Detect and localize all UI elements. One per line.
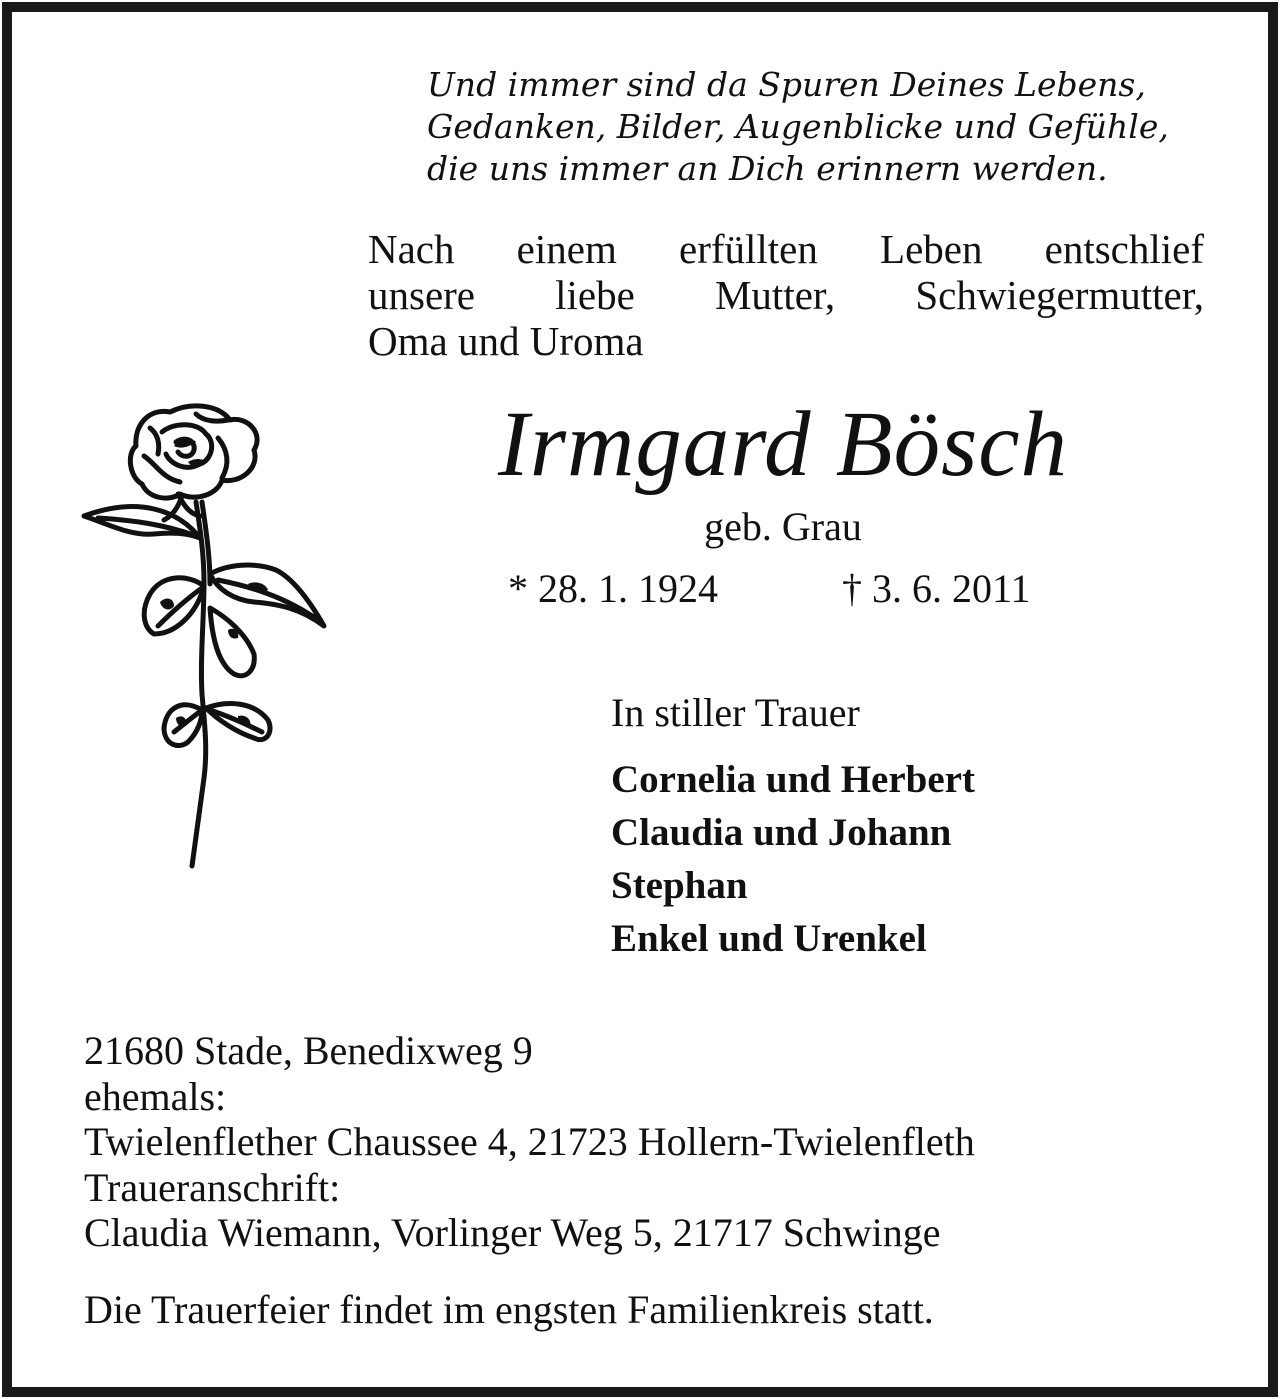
poem-line: Gedanken, Bilder, Augenblicke und Gefühle, <box>427 107 1169 146</box>
maiden-name: geb. Grau <box>704 504 862 549</box>
rose-icon <box>78 398 330 873</box>
mourner-name: Stephan <box>611 864 748 907</box>
mourning-heading: In stiller Trauer <box>611 690 860 735</box>
current-address: 21680 Stade, Benedixweg 9 <box>84 1028 533 1073</box>
mourner-name: Enkel und Urenkel <box>611 917 927 960</box>
mourners-list <box>611 753 975 965</box>
address-block <box>84 1028 975 1255</box>
intro-text <box>368 226 1204 364</box>
intro-line: unsere liebe Mutter, Schwiegermutter, <box>368 272 1204 318</box>
birth-date: * 28. 1. 1924 <box>508 566 718 611</box>
intro-line: Oma und Uroma <box>368 318 644 364</box>
former-address: Twielenflether Chaussee 4, 21723 Hollern-Twielenfleth <box>84 1119 975 1164</box>
memorial-poem <box>427 64 1227 190</box>
mourner-name: Cornelia und Herbert <box>611 758 975 801</box>
deceased-name: Irmgard Bösch <box>497 393 1069 496</box>
poem-line: die uns immer an Dich erinnern werden. <box>427 149 1108 188</box>
mourning-address-label: Traueranschrift: <box>84 1165 341 1210</box>
intro-line: Nach einem erfüllten Leben entschlief <box>368 226 1204 272</box>
death-date: † 3. 6. 2011 <box>842 566 1031 611</box>
poem-line: Und immer sind da Spuren Deines Lebens, <box>427 65 1146 104</box>
mourner-name: Claudia und Johann <box>611 811 952 854</box>
funeral-notice: Die Trauerfeier findet im engsten Familienkreis statt. <box>84 1287 934 1332</box>
former-address-label: ehemals: <box>84 1074 227 1119</box>
mourning-address: Claudia Wiemann, Vorlinger Weg 5, 21717 Schwinge <box>84 1210 941 1255</box>
